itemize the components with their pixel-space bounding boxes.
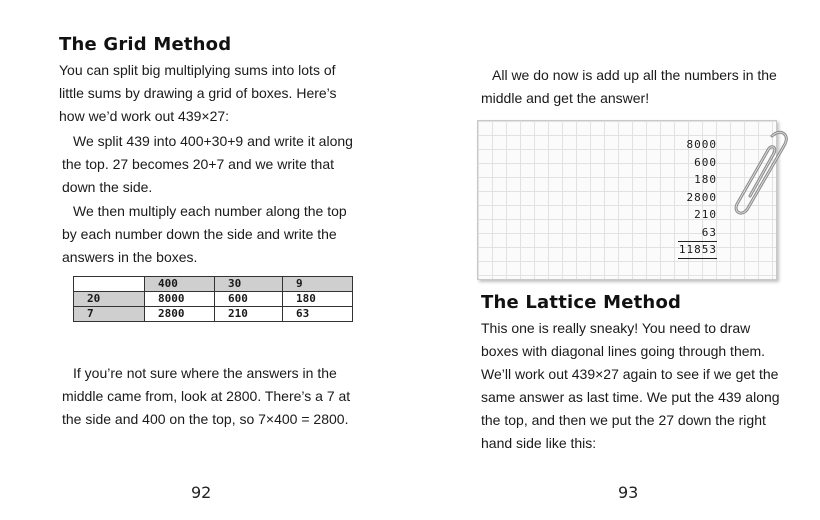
page-number-left: 92 (191, 483, 212, 502)
page-number-right: 93 (618, 483, 639, 502)
grid-header-corner (74, 277, 145, 292)
grid-header-row (74, 277, 353, 292)
grid-method-heading: The Grid Method (59, 34, 232, 55)
grid-cell: 180 (283, 292, 353, 307)
addend: 600 (694, 155, 717, 169)
grid-header-cell: 30 (215, 277, 283, 292)
grid-table (73, 276, 353, 322)
grid-explain-paragraph: If you’re not sure where the answers in the middle came from, look at 2800. There’s a 7 at the side and 400 on the top, so 7×400 = 2800. (62, 365, 351, 427)
addend: 180 (694, 173, 717, 186)
grid-cell: 600 (215, 292, 283, 307)
grid-cell: 8000 (145, 292, 215, 307)
grid-intro-paragraph: You can split big multiplying sums into lots of little sums by drawing a grid of boxes. Here’s how we’d work out 439×27: (59, 62, 337, 124)
column-addition (608, 136, 717, 259)
grid-row (74, 307, 353, 322)
grid-row (74, 292, 353, 307)
addend: 210 (694, 208, 717, 221)
grid-step1-paragraph: We split 439 into 400+30+9 and write it along the top. 27 becomes 20+7 and we write that down the side. (62, 133, 353, 195)
right-page (410, 0, 820, 520)
grid-header-cell: 400 (145, 277, 215, 292)
addend: 63 (701, 225, 717, 239)
addend: 8000 (686, 138, 717, 151)
grid-step2-paragraph: We then multiply each number along the top by each number down the side and write the answers in the boxes. (62, 203, 347, 265)
grid-side-cell: 7 (74, 307, 145, 322)
grid-cell: 63 (283, 307, 353, 322)
paperclip-icon (728, 128, 798, 220)
sum-total: 11853 (678, 241, 717, 259)
lattice-paragraph: This one is really sneaky! You need to draw boxes with diagonal lines going through them. We’ll work out 439×27 again to see if we get the same answer as last time. We put the 439 along the top, and then we put the 27 down the right hand side like this: (481, 320, 780, 451)
addend: 2800 (686, 190, 717, 204)
lattice-method-heading: The Lattice Method (481, 292, 682, 313)
grid-header-cell: 9 (283, 277, 353, 292)
add-up-paragraph: All we do now is add up all the numbers in the middle and get the answer! (481, 67, 777, 106)
grid-cell: 2800 (145, 307, 215, 322)
grid-cell: 210 (215, 307, 283, 322)
grid-side-cell: 20 (74, 292, 145, 307)
